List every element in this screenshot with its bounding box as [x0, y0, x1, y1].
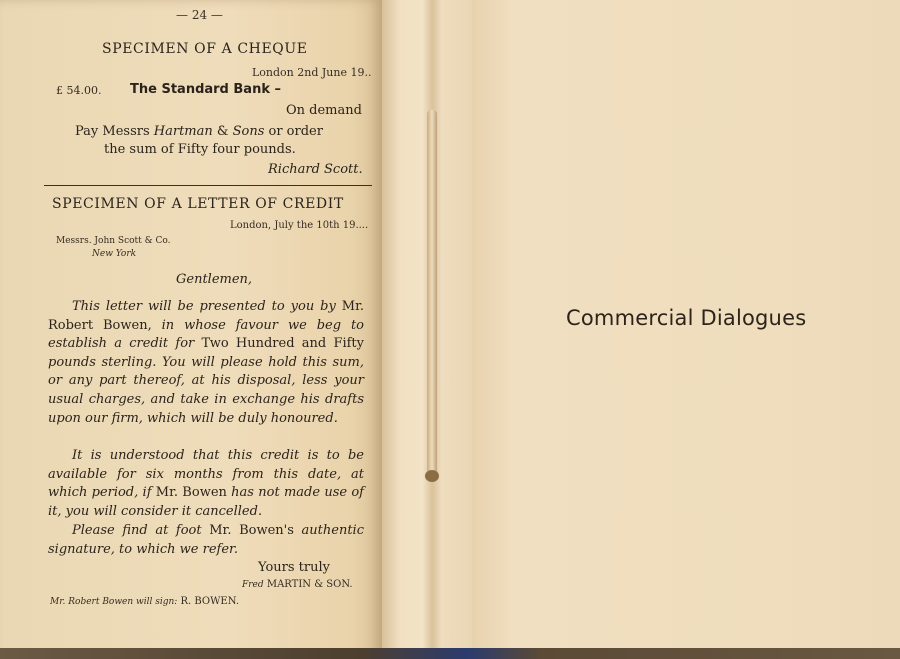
cheque-amount: £ 54.00. — [56, 84, 102, 97]
cheque-on-demand: On demand — [286, 103, 362, 118]
payee-name-2: Sons — [232, 124, 265, 139]
p1-c: in whose favour we beg to establish a credit for — [48, 317, 365, 352]
cheque-signature: Richard Scott. — [268, 162, 363, 177]
section-divider — [44, 185, 372, 186]
page-number: — 24 — — [176, 8, 223, 22]
letter-city: New York — [92, 249, 137, 259]
letter-heading: SPECIMEN OF A LETTER OF CREDIT — [52, 196, 344, 212]
letter-signer — [242, 579, 353, 590]
signer-name: MARTIN & SON. — [266, 579, 353, 590]
payee-amp: & — [212, 124, 233, 139]
cheque-bank: The Standard Bank – — [130, 82, 281, 97]
letter-paragraph-3 — [48, 522, 364, 559]
pay-order-text: or order — [264, 124, 323, 139]
cheque-heading: SPECIMEN OF A CHEQUE — [102, 41, 308, 57]
p1-e: pounds sterling. You will please hold this sum, or any part thereof, at his disposal, less your usual charges, and take in exchange his drafts upon our firm, which will be duly honoured. — [48, 354, 364, 426]
letter-paragraph-1 — [48, 298, 364, 428]
p3-b: Mr. Bowen's — [209, 523, 294, 538]
signer-prefix: Fred — [242, 580, 264, 590]
pay-messrs-text: Pay Messrs — [75, 124, 154, 139]
payee-name: Hartman — [153, 124, 213, 139]
letter-salutation: Gentlemen, — [176, 272, 253, 287]
gutter-fold — [427, 110, 437, 482]
p3-c: authentic signature, to which we refer. — [48, 523, 364, 557]
p1-b: Mr. Robert Bowen, — [48, 299, 364, 333]
p1-a: This letter will be presented to you by — [72, 299, 336, 314]
left-page — [0, 0, 382, 659]
p3-a: Please find at foot — [72, 523, 210, 538]
binding-thread — [425, 470, 439, 482]
letter-paragraph-2 — [48, 447, 364, 521]
cheque-sum-line: the sum of Fifty four pounds. — [104, 142, 296, 157]
right-page-title: Commercial Dialogues — [566, 306, 807, 330]
letter-date: London, July the 10th 19.... — [230, 220, 369, 231]
p2-c: has not made use of it, you will consider it cancelled. — [48, 485, 364, 519]
letter-closing: Yours truly — [258, 560, 330, 575]
letter-addressee: Messrs. John Scott & Co. — [56, 236, 171, 246]
cheque-date: London 2nd June 19.. — [252, 66, 372, 79]
p2-b: Mr. Bowen — [155, 485, 227, 501]
bottom-edge — [0, 648, 900, 659]
footer-sign: R. BOWEN. — [180, 596, 240, 607]
p1-d: Two Hundred and Fifty — [201, 336, 365, 352]
cheque-pay-line — [75, 124, 323, 139]
footer-label: Mr. Robert Bowen will sign: — [50, 597, 178, 607]
letter-footer — [50, 596, 239, 607]
p2-a: It is understood that this credit is to be available for six months from this date, at which period, if — [48, 448, 364, 501]
